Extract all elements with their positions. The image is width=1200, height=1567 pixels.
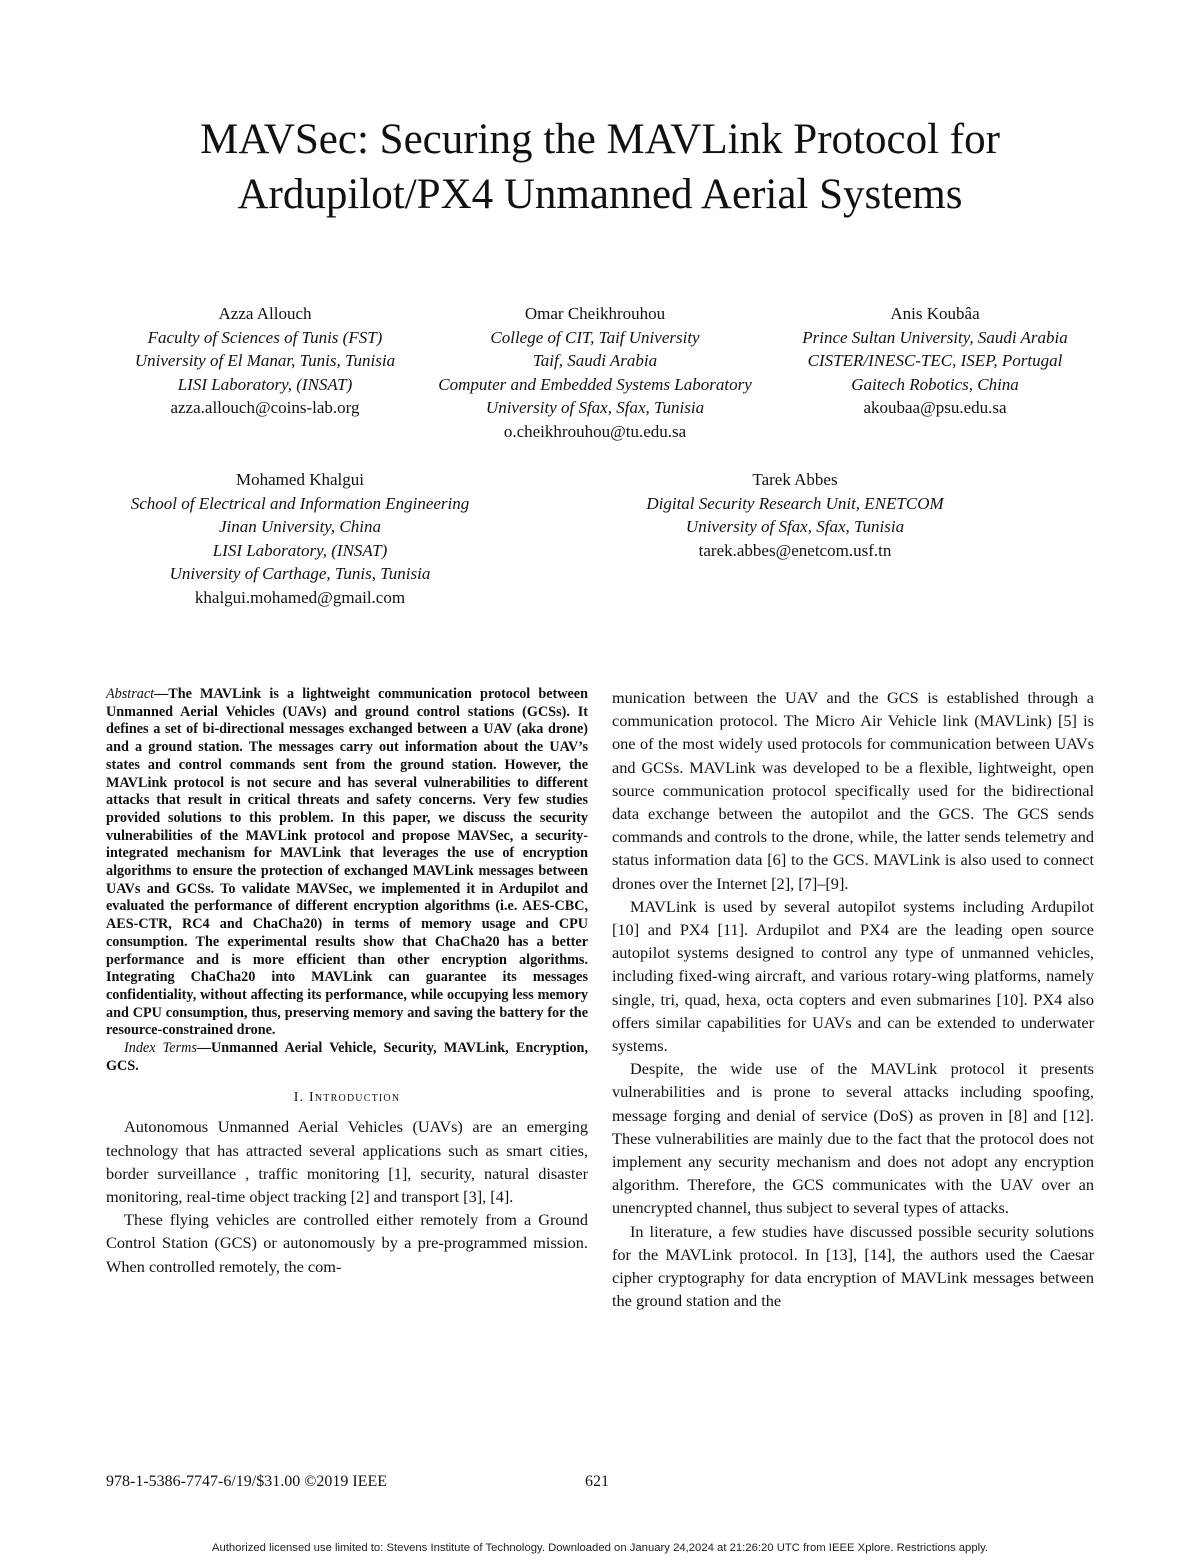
author-block-1 [100,302,430,420]
author-affiliation: Digital Security Research Unit, ENETCOM [646,493,944,513]
author-affiliation: College of CIT, Taif University [490,327,700,347]
copyright-line: 978-1-5386-7747-6/19/$31.00 ©2019 IEEE [106,1473,388,1490]
author-affiliation: University of Sfax, Sfax, Tunisia [485,398,705,417]
body-paragraph: Despite, the wide use of the MAVLink protocol it presents vulnerabilities and is prone to several attacks including spoofing, message forging and denial of service (DoS) as proven in [8] and [12]. These vulnerabilities are mainly due to the fact that the protocol does not implement any security mechanism and does not adopt any encryption algorithm. Therefore, the GCS communicates with the UAV over an unencrypted channel, thus subject to several types of attacks. [612,1059,1094,1218]
author-email: azza.allouch@coins-lab.org [170,398,360,417]
author-affiliation: University of Carthage, Tunis, Tunisia [169,564,431,583]
body-paragraph: MAVLink is used by several autopilot systems including Ardupilot [10] and PX4 [11]. Ardupilot and PX4 are the leading open source autopilot systems designed to control any type of unmanned vehicles, including fixed-wing aircraft, and various rotary-wing platforms, namely single, tri, quad, hexa, octa copters and even submarines [10]. PX4 also offers similar capabilities for UAVs and can be extended to underwater systems. [612,896,1094,1056]
author-affiliation: Gaitech Robotics, China [851,374,1019,394]
author-name: Azza Allouch [218,304,312,323]
author-email: khalgui.mohamed@gmail.com [194,587,406,607]
body-paragraph: Autonomous Unmanned Aerial Vehicles (UAVs) are an emerging technology that has attracted several applications such as smart cities, border surveillance , traffic monitoring [1], security, natural disaster monitoring, real-time object tracking [2] and transport [3], [4]. [106,1117,588,1207]
right-column [612,686,1094,1312]
paper-title-line-1: MAVSec: Securing the MAVLink Protocol for [200,116,1000,163]
body-paragraph: munication between the UAV and the GCS is established through a communication protocol. The Micro Air Vehicle link (MAVLink) [5] is one of the most widely used protocols for communication between UAVs and GCSs. MAVLink was developed to be a flexible, lightweight, open source communication protocol specifically used for the bidirectional data exchange between the autopilot and the GCS. The GCS sends commands and controls to the drone, while, the latter sends telemetry and status information data [6] to the GCS. MAVLink is also used to connect drones over the Internet [2], [7]–[9]. [612,688,1094,893]
author-block-5 [600,468,990,562]
author-name: Mohamed Khalgui [236,470,364,489]
index-terms [106,1040,588,1075]
author-affiliation: University of El Manar, Tunis, Tunisia [134,351,396,370]
paper-title-line-2: Ardupilot/PX4 Unmanned Aerial Systems [237,171,963,218]
author-affiliation: CISTER/INESC-TEC, ISEP, Portugal [807,351,1063,370]
author-block-3 [775,302,1095,420]
author-block-2 [410,302,780,443]
author-email: tarek.abbes@enetcom.usf.tn [698,540,892,560]
index-terms-lead: Index Terms [124,1040,197,1057]
author-email: o.cheikhrouhou@tu.edu.sa [503,421,687,441]
author-affiliation: LISI Laboratory, (INSAT) [177,374,353,394]
author-affiliation: Prince Sultan University, Saudi Arabia [802,327,1068,347]
abstract-text: —The MAVLink is a lightweight communication protocol between Unmanned Aerial Vehicles (UAVs) and ground control stations (GCSs). It defines a set of bi-directional messages exchanged between a UAV (aka drone) and a ground station. The messages carry out information about the UAV’s states and control commands sent from the ground station. However, the MAVLink protocol is not secure and has several vulnerabilities to different attacks that result in critical threats and safety concerns. Very few studies provided solutions to this problem. In this paper, we discuss the security vulnerabilities of the MAVLink protocol and propose MAVSec, a security-integrated mechanism for MAVLink that leverages the use of encryption algorithms to ensure the protection of exchanged MAVLink messages between UAVs and GCSs. To validate MAVSec, we implemented it in Ardupilot and evaluated the performance of different encryption algorithms (i.e. AES-CBC, AES-CTR, RC4 and ChaCha20) in terms of memory usage and CPU consumption. The experimental results show that ChaCha20 has a better performance and is more efficient than other encryption algorithms. Integrating ChaCha20 into MAVLink can guarantee its messages confidentiality, without affecting its performance, while occupying less memory and CPU consumption, thus, preserving memory and saving the battery for the resource-constrained drone. [106,686,588,1039]
author-affiliation: Taif, Saudi Arabia [532,351,658,370]
author-name: Anis Koubâa [890,304,980,323]
author-affiliation: School of Electrical and Information Engineering [130,493,470,513]
author-name: Omar Cheikhrouhou [524,304,666,323]
index-terms-text: —Unmanned Aerial Vehicle, Security, MAVLink, Encryption, GCS. [106,1040,588,1074]
author-block-4 [100,468,500,609]
page-number: 621 [585,1473,609,1490]
left-column [106,686,588,1278]
author-affiliation: Faculty of Sciences of Tunis (FST) [147,327,383,347]
body-paragraph: In literature, a few studies have discussed possible security solutions for the MAVLink protocol. In [13], [14], the authors used the Caesar cipher cryptography for data encryption of MAVLink messages between the ground station and the [612,1221,1094,1311]
abstract [106,686,588,1040]
authorization-notice: Authorized licensed use limited to: Stevens Institute of Technology. Downloaded on January 24,2024 at 21:26:20 UTC from IEEE Xplore. Restrictions apply. [211,1542,989,1554]
author-name: Tarek Abbes [752,470,838,489]
body-paragraph: These flying vehicles are controlled either remotely from a Ground Control Station (GCS) or autonomously by a pre-programmed mission. When controlled remotely, the com- [106,1210,588,1276]
author-affiliation: Jinan University, China [219,517,381,536]
paper-title [0,112,1200,222]
section-heading: I. Introduction [293,1090,401,1106]
author-affiliation: Computer and Embedded Systems Laboratory [438,374,752,394]
author-email: akoubaa@psu.edu.sa [863,398,1007,417]
author-affiliation: University of Sfax, Sfax, Tunisia [685,517,905,536]
author-affiliation: LISI Laboratory, (INSAT) [212,540,388,560]
abstract-lead: Abstract [106,686,155,702]
